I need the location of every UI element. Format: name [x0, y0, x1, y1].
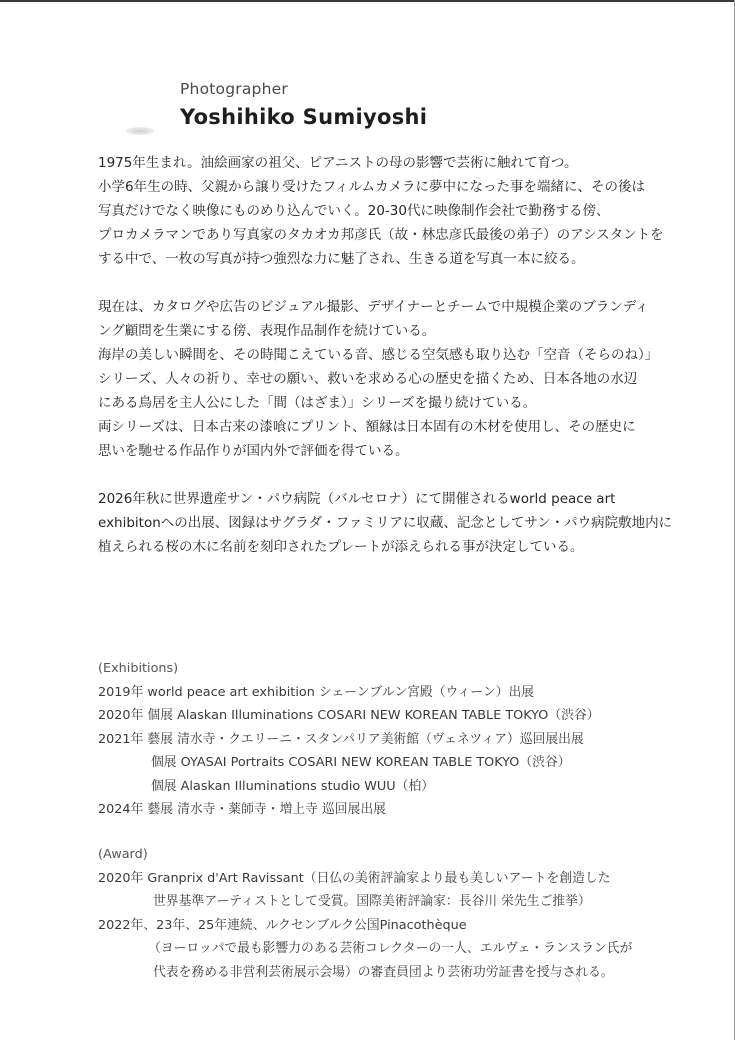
role-label: Photographer [180, 80, 288, 98]
bio-line: 2026年秋に世界遺産サン・パウ病院（バルセロナ）にて開催されるworld peace art [98, 491, 616, 507]
exhibition-item: 個展 OYASAI Portraits COSARI NEW KOREAN TABLE TOKYO（渋谷） [151, 755, 571, 770]
exhibition-item: 2021年 藝展 清水寺・クエリーニ・スタンパリア美術館（ヴェネツィア）巡回展出展 [98, 731, 584, 747]
bio-line: 写真だけでなく映像にものめり込んでいく。20-30代に映像制作会社で勤務する傍、 [98, 203, 610, 219]
bio-line: 現在は、カタログや広告のビジュアル撮影、デザイナーとチームで中規模企業のブランディ [98, 299, 649, 315]
bio-line: プロカメラマンであり写真家のタカオカ邦彦氏（故・林忠彦氏最後の弟子）のアシスタントを [98, 227, 664, 243]
exhibitions-section [98, 657, 708, 822]
bio-line: exhibitonへの出展、図録はサグラダ・ファミリアに収蔵、記念としてサン・パウ病院敷地内に [98, 515, 673, 531]
exhibitions-heading: (Exhibitions) [98, 661, 179, 676]
photographer-name: Yoshihiko Sumiyoshi [180, 105, 428, 129]
exhibition-item: 2020年 個展 Alaskan Illuminations COSARI NEW KOREAN TABLE TOKYO（渋谷） [98, 708, 600, 723]
award-item: 代表を務める非営利芸術展示会場）の審査員団より芸術功労証書を授与される。 [153, 964, 614, 980]
bio-line: 思いを馳せる作品作りが国内外で評価を得ている。 [98, 443, 409, 459]
bio-line: 植えられる桜の木に名前を刻印されたプレートが添えられる事が決定している。 [98, 539, 584, 555]
bio-line: 1975年生まれ。油絵画家の祖父、ピアニストの母の影響で芸術に触れて育つ。 [98, 155, 578, 171]
bio-line: する中で、一枚の写真が持つ強烈な力に魅了され、生きる道を写真一本に絞る。 [98, 251, 585, 267]
bio-line: 両シリーズは、日本古来の漆喰にプリント、額縁は日本固有の木材を使用し、その歴史に [98, 419, 636, 435]
exhibition-item: 個展 Alaskan Illuminations studio WUU（柏） [151, 778, 435, 794]
biography [98, 151, 678, 559]
bio-line: ング顧問を生業にする傍、表現作品制作を続けている。 [98, 323, 436, 339]
exhibition-item: 2019年 world peace art exhibition シェーンブルン宮殿（ウィーン）出展 [98, 684, 535, 700]
award-item: 2020年 Granprix d'Art Ravissant（日仏の美術評論家より最も美しいアートを創造した [98, 870, 611, 886]
award-item: 2022年、23年、25年連続、ルクセンブルク公国Pinacothèque [98, 917, 467, 933]
award-heading: (Award) [98, 847, 148, 862]
bio-line: 小学6年生の時、父親から譲り受けたフィルムカメラに夢中になった事を端緒に、その後は [98, 179, 645, 195]
award-item: 世界基準アーティストとして受賞。国際美術評論家：長谷川 栄先生ご推挙） [153, 894, 591, 909]
bio-line: 海岸の美しい瞬間を、その時聞こえている音、感じる空気感も取り込む「空音（そらのね）」 [98, 347, 659, 363]
bio-line: にある鳥居を主人公にした「間（はざま）」シリーズを撮り続けている。 [98, 395, 537, 411]
bio-line: シリーズ、人々の祈り、幸せの願い、救いを求める心の歴史を描くため、日本各地の水辺 [98, 371, 638, 387]
top-border [0, 0, 735, 2]
award-item: （ヨーロッパで最も影響力のある芸術コレクターの一人、エルヴェ・ランスラン氏が [148, 941, 633, 956]
scan-smudge [126, 127, 154, 135]
exhibition-item: 2024年 藝展 清水寺・薬師寺・増上寺 巡回展出展 [98, 802, 386, 817]
award-section [98, 843, 708, 984]
